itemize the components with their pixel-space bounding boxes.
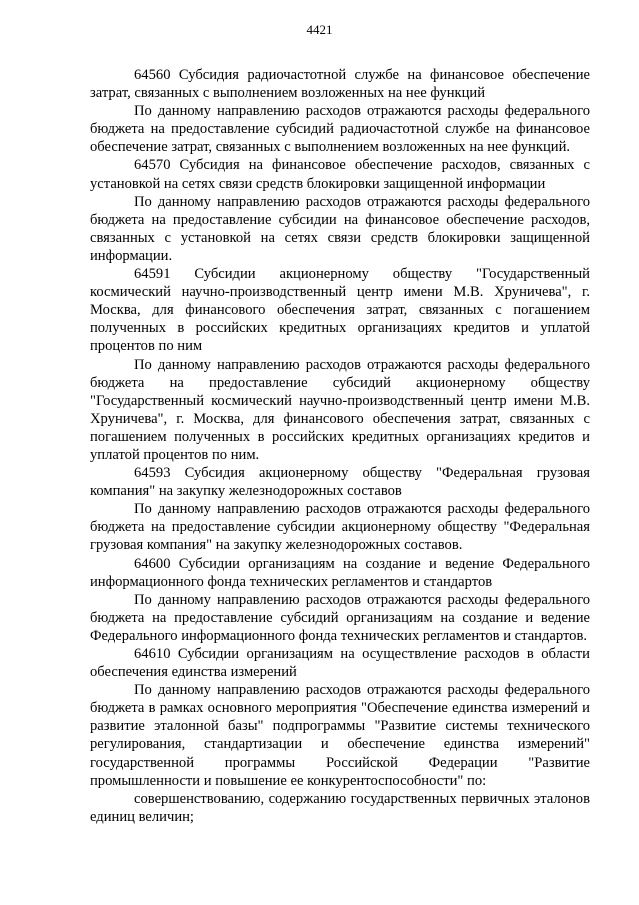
- section-heading-64560: 64560 Субсидия радиочастотной службе на финансовое обеспечение затрат, связанных с выполнением возложенных на нее функций: [90, 67, 590, 102]
- section-heading-64591: 64591 Субсидии акционерному обществу "Государственный космический научно-производственный центр имени М.В. Хруничева", г. Москва, для финансового обеспечения затрат, связанных с погашением полученных в российских кредитных организациях кредитов и уплатой процентов по ним: [90, 266, 590, 355]
- section-description-64593: По данному направлению расходов отражаются расходы федерального бюджета на предоставление субсидии акционерному обществу "Федеральная грузовая компания" на закупку железнодорожных составов.: [90, 501, 590, 554]
- section-heading-64600: 64600 Субсидии организациям на создание и ведение Федерального информационного фонда технических регламентов и стандартов: [90, 555, 590, 590]
- document-body: [90, 66, 590, 826]
- section-description-64570: По данному направлению расходов отражаются расходы федерального бюджета на предоставление субсидии на финансовое обеспечение расходов, связанных с установкой на сетях связи средств блокировки защищенной информации.: [90, 193, 590, 264]
- section-description-64610: По данному направлению расходов отражаются расходы федерального бюджета в рамках основного мероприятия "Обеспечение единства измерений и развитие эталонной базы" подпрограммы "Развитие системы технического регулирования, стандартизации и обеспечение единства измерений" государственной программы Российской Федерации "Развитие промышленности и повышение ее конкурентоспособности" по:: [90, 682, 590, 789]
- section-description-64600: По данному направлению расходов отражаются расходы федерального бюджета на предоставление субсидий организациям на создание и ведение Федерального информационного фонда технических регламентов и стандартов.: [90, 591, 590, 644]
- section-heading-64570: 64570 Субсидия на финансовое обеспечение расходов, связанных с установкой на сетях связи средств блокировки защищенной информации: [90, 157, 590, 192]
- section-description-64560: По данному направлению расходов отражаются расходы федерального бюджета на предоставление субсидий радиочастотной службе на финансовое обеспечение затрат, связанных с выполнением возложенных на нее функций.: [90, 103, 590, 156]
- list-item: совершенствованию, содержанию государственных первичных эталонов единиц величин;: [90, 790, 590, 825]
- page-number: 4421: [306, 22, 333, 37]
- section-heading-64610: 64610 Субсидии организациям на осуществление расходов в области обеспечения единства измерений: [90, 646, 590, 681]
- section-description-64591: По данному направлению расходов отражаются расходы федерального бюджета на предоставление субсидий акционерному обществу "Государственный космический научно-производственный центр имени М.В. Хруничева", г. Москва, для финансового обеспечения затрат, связанных с погашением полученных в российских кредитных организациях кредитов и уплатой процентов по ним.: [90, 356, 590, 463]
- section-heading-64593: 64593 Субсидия акционерному обществу "Федеральная грузовая компания" на закупку железнодорожных составов: [90, 465, 590, 500]
